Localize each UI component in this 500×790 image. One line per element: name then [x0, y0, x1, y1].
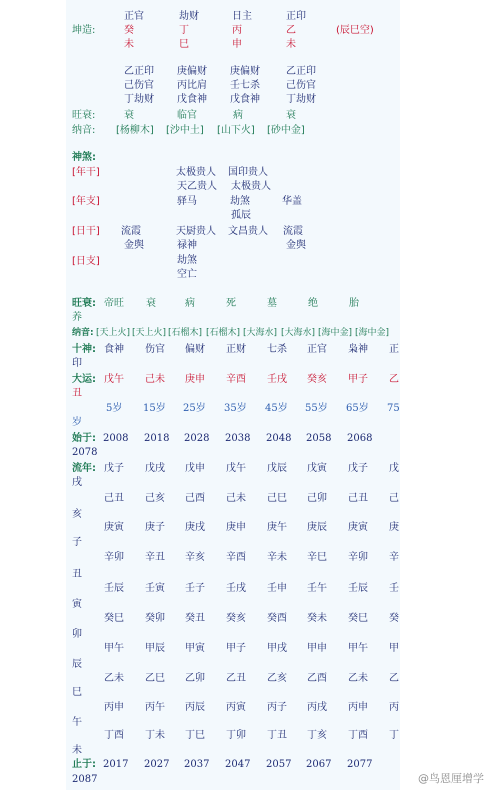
god-hour: 正印	[286, 11, 306, 22]
liunian-cell: 丁酉	[104, 730, 124, 741]
dayun-value: 庚申	[185, 374, 205, 385]
end-year: 2077	[347, 759, 373, 770]
liunian-cell: 戊子	[348, 463, 368, 474]
dayun-nayin-value: [天上火]	[96, 328, 131, 338]
dayun-value: 乙	[389, 374, 399, 385]
liunian-cell: 乙丑	[226, 673, 246, 684]
liunian-cell: 戊子	[104, 463, 124, 474]
liunian-cell: 己丑	[348, 493, 368, 504]
dayun-shishen-value: 偏财	[185, 344, 205, 355]
stem-day: 丙	[232, 25, 242, 36]
end-year: 2037	[184, 759, 210, 770]
liunian-cell: 壬申	[267, 583, 287, 594]
dayun-wangshuai-label: 旺衰:	[72, 298, 96, 309]
liunian-cell: 乙未	[104, 673, 124, 684]
liunian-cell: 戊寅	[307, 463, 327, 474]
liunian-cell: 丁卯	[226, 730, 246, 741]
end-year: 2047	[225, 759, 251, 770]
liunian-side: 子	[72, 537, 82, 548]
liunian-cell: 己亥	[145, 493, 165, 504]
shensha-item: 文昌贵人	[228, 226, 268, 237]
liunian-cell: 辛酉	[226, 552, 246, 563]
end-year: 2067	[306, 759, 332, 770]
dayun-age: 5岁	[106, 403, 123, 414]
dayun-wangshuai-value: 衰	[146, 298, 156, 309]
liunian-cell: 戊申	[185, 463, 205, 474]
start-year-tail: 2078	[72, 447, 98, 458]
dayun-value: 甲子	[348, 374, 368, 385]
liunian-side: 亥	[72, 509, 82, 520]
start-year: 2058	[306, 433, 332, 444]
watermark: @鸟恩厘增学	[418, 772, 484, 785]
liunian-cell: 丁巳	[185, 730, 205, 741]
hidden-stem: 乙正印	[124, 66, 154, 77]
god-year: 正官	[124, 11, 144, 22]
liunian-cell: 壬戌	[226, 583, 246, 594]
dayun-value: 癸亥	[307, 374, 327, 385]
dayun-shishen-tail: 印	[72, 358, 82, 369]
liunian-cell: 庚午	[267, 522, 287, 533]
dayun-nayin-value: [大海水]	[243, 328, 278, 338]
start-year: 2068	[347, 433, 373, 444]
shensha-label-day-stem: [日干]	[72, 226, 100, 237]
liunian-cell: 庚戌	[185, 522, 205, 533]
liunian-cell: 乙亥	[267, 673, 287, 684]
liunian-cell: 戊戌	[145, 463, 165, 474]
empty-branches-note: (辰巳空)	[336, 25, 374, 36]
liunian-cell: 丙寅	[226, 702, 246, 713]
liunian-cell: 庚寅	[104, 522, 124, 533]
liunian-cell: 癸	[389, 613, 399, 624]
shensha-item: 天乙贵人	[177, 181, 217, 192]
shensha-item: 劫煞	[230, 196, 250, 207]
liunian-cell: 壬午	[307, 583, 327, 594]
liunian-cell: 丁	[389, 730, 399, 741]
liunian-cell: 辛亥	[185, 552, 205, 563]
liunian-cell: 丙午	[145, 702, 165, 713]
start-year: 2028	[184, 433, 210, 444]
dayun-wangshuai-value: 胎	[349, 298, 359, 309]
shensha-item: 驿马	[177, 196, 197, 207]
dayun-age: 55岁	[305, 403, 328, 414]
hidden-stem: 庚偏财	[230, 66, 260, 77]
dayun-nayin-value: [石榴木]	[168, 328, 203, 338]
liunian-cell: 丁丑	[267, 730, 287, 741]
end-year: 2057	[266, 759, 292, 770]
dayun-age: 65岁	[346, 403, 369, 414]
liunian-cell: 辛丑	[145, 552, 165, 563]
liunian-cell: 辛巳	[307, 552, 327, 563]
dayun-value: 己未	[145, 374, 165, 385]
nayin-value: [沙中土]	[166, 125, 204, 136]
liunian-cell: 壬辰	[104, 583, 124, 594]
liunian-cell: 己巳	[267, 493, 287, 504]
dayun-age: 35岁	[224, 403, 247, 414]
liunian-cell: 丁未	[145, 730, 165, 741]
liunian-cell: 丙戌	[307, 702, 327, 713]
liunian-cell: 癸酉	[267, 613, 287, 624]
shensha-item: 流霞	[121, 226, 141, 237]
liunian-cell: 甲	[389, 643, 399, 654]
liunian-cell: 庚申	[226, 522, 246, 533]
end-year-label: 止于:	[72, 759, 96, 770]
nayin-value: [山下火]	[217, 125, 255, 136]
dayun-tail: 丑	[72, 388, 82, 399]
shensha-title: 神煞:	[72, 152, 96, 163]
wangshuai-value: 衰	[286, 110, 296, 121]
liunian-cell: 壬辰	[348, 583, 368, 594]
liunian-cell: 戊辰	[267, 463, 287, 474]
shensha-item: 孤辰	[231, 210, 251, 221]
dayun-age: 45岁	[265, 403, 288, 414]
start-year: 2018	[144, 433, 170, 444]
dayun-wangshuai-value: 墓	[267, 298, 277, 309]
dayun-value: 戊午	[104, 374, 124, 385]
qianzao-label: 坤造:	[72, 25, 96, 36]
liunian-side: 卯	[72, 629, 82, 640]
dayun-shishen-value: 正	[389, 344, 399, 355]
nayin-value: [杨柳木]	[116, 125, 154, 136]
liunian-cell: 乙未	[348, 673, 368, 684]
dayun-wangshuai-tail: 养	[72, 312, 82, 323]
branch-day: 申	[232, 39, 242, 50]
liunian-cell: 辛卯	[104, 552, 124, 563]
liunian-side: 戌	[72, 477, 82, 488]
shensha-item: 太极贵人	[231, 181, 271, 192]
liunian-cell: 丁酉	[348, 730, 368, 741]
god-day: 日主	[232, 11, 252, 22]
start-year-label: 始于:	[72, 433, 96, 444]
start-year: 2038	[225, 433, 251, 444]
liunian-side: 午	[72, 717, 82, 728]
hidden-stem: 丁劫财	[124, 94, 154, 105]
liunian-cell: 己丑	[104, 493, 124, 504]
dayun-value: 壬戌	[267, 374, 287, 385]
dayun-age: 75	[387, 403, 400, 414]
liunian-cell: 癸卯	[145, 613, 165, 624]
stem-hour: 乙	[286, 25, 296, 36]
dayun-shishen-value: 食神	[104, 344, 124, 355]
shensha-item: 劫煞	[177, 255, 197, 266]
end-year: 2017	[103, 759, 129, 770]
liunian-cell: 己卯	[307, 493, 327, 504]
liunian-cell: 丙申	[104, 702, 124, 713]
dayun-nayin-label: 纳音:	[72, 328, 94, 338]
liunian-cell: 癸巳	[104, 613, 124, 624]
liunian-side: 寅	[72, 599, 82, 610]
dayun-nayin-value: [大海水]	[281, 328, 316, 338]
stem-month: 丁	[179, 25, 189, 36]
liunian-cell: 庚子	[145, 522, 165, 533]
start-year: 2048	[266, 433, 292, 444]
nayin-label: 纳音:	[72, 125, 96, 136]
shensha-label-year-branch: [年支]	[72, 196, 100, 207]
dayun-shishen-value: 七杀	[267, 344, 287, 355]
hidden-stem: 丁劫财	[286, 94, 316, 105]
dayun-wangshuai-value: 死	[226, 298, 236, 309]
branch-year: 未	[124, 39, 134, 50]
wangshuai-label: 旺衰:	[72, 110, 96, 121]
liunian-cell: 庚寅	[348, 522, 368, 533]
liunian-cell: 癸亥	[226, 613, 246, 624]
dayun-nayin-value: [海中金]	[355, 328, 390, 338]
liunian-cell: 乙酉	[307, 673, 327, 684]
hidden-stem: 乙正印	[286, 66, 316, 77]
liunian-cell: 癸丑	[185, 613, 205, 624]
wangshuai-value: 临官	[177, 110, 197, 121]
stem-year: 癸	[124, 25, 134, 36]
liunian-cell: 甲辰	[145, 643, 165, 654]
shensha-item: 国印贵人	[228, 167, 268, 178]
liunian-cell: 甲寅	[185, 643, 205, 654]
liunian-cell: 丙申	[348, 702, 368, 713]
end-year: 2027	[144, 759, 170, 770]
dayun-value: 辛酉	[226, 374, 246, 385]
liunian-cell: 癸巳	[348, 613, 368, 624]
liunian-cell: 戊	[389, 463, 399, 474]
liunian-cell: 丙子	[267, 702, 287, 713]
dayun-shishen-value: 正财	[226, 344, 246, 355]
liunian-cell: 辛未	[267, 552, 287, 563]
dayun-age: 15岁	[143, 403, 166, 414]
shensha-item: 金舆	[286, 240, 306, 251]
dayun-wangshuai-value: 病	[185, 298, 195, 309]
dayun-nayin-value: [石榴木]	[206, 328, 241, 338]
liunian-cell: 甲申	[307, 643, 327, 654]
shensha-label-year-stem: [年干]	[72, 167, 100, 178]
liunian-side: 丑	[72, 569, 82, 580]
liunian-cell: 癸未	[307, 613, 327, 624]
shensha-item: 禄神	[177, 240, 197, 251]
god-month: 劫财	[179, 11, 199, 22]
end-year-tail: 2087	[72, 774, 98, 785]
liunian-cell: 己	[389, 493, 399, 504]
wangshuai-value: 病	[233, 110, 243, 121]
liunian-cell: 甲戌	[267, 643, 287, 654]
hidden-stem: 己伤官	[124, 80, 154, 91]
shensha-item: 华盖	[282, 196, 302, 207]
liunian-cell: 庚辰	[307, 522, 327, 533]
shensha-item: 金舆	[124, 240, 144, 251]
liunian-cell: 丙	[389, 702, 399, 713]
hidden-stem: 庚偏财	[177, 66, 207, 77]
dayun-nayin-value: [天上火]	[132, 328, 167, 338]
dayun-shishen-value: 正官	[307, 344, 327, 355]
liunian-cell: 乙卯	[185, 673, 205, 684]
liunian-cell: 辛	[389, 552, 399, 563]
liunian-cell: 甲子	[226, 643, 246, 654]
dayun-wangshuai-value: 帝旺	[104, 298, 124, 309]
dayun-shishen-label: 十神:	[72, 344, 96, 355]
liunian-cell: 丙辰	[185, 702, 205, 713]
hidden-stem: 己伤官	[286, 80, 316, 91]
liunian-cell: 甲午	[104, 643, 124, 654]
liunian-cell: 乙	[389, 673, 399, 684]
dayun-nayin-value: [海中金]	[318, 328, 353, 338]
dayun-shishen-value: 伤官	[145, 344, 165, 355]
hidden-stem: 丙比肩	[177, 80, 207, 91]
liunian-cell: 己未	[226, 493, 246, 504]
liunian-side: 辰	[72, 659, 82, 670]
liunian-cell: 丁亥	[307, 730, 327, 741]
liunian-cell: 庚	[389, 522, 399, 533]
branch-month: 巳	[179, 39, 189, 50]
liunian-cell: 壬子	[185, 583, 205, 594]
nayin-value: [砂中金]	[267, 125, 305, 136]
wangshuai-value: 衰	[124, 110, 134, 121]
shensha-item: 流霞	[283, 226, 303, 237]
shensha-item: 太极贵人	[176, 167, 216, 178]
liunian-cell: 壬	[389, 583, 399, 594]
hidden-stem: 壬七杀	[230, 80, 260, 91]
liunian-cell: 戊午	[226, 463, 246, 474]
dayun-wangshuai-value: 绝	[308, 298, 318, 309]
hidden-stem: 戊食神	[230, 94, 260, 105]
hidden-stem: 戊食神	[177, 94, 207, 105]
dayun-label: 大运:	[72, 374, 96, 385]
liunian-side: 未	[72, 745, 82, 756]
branch-hour: 未	[286, 39, 296, 50]
liunian-cell: 辛卯	[348, 552, 368, 563]
shensha-label-day-branch: [日支]	[72, 256, 100, 267]
dayun-age-tail: 岁	[72, 417, 82, 428]
dayun-age: 25岁	[183, 403, 206, 414]
liunian-cell: 己酉	[185, 493, 205, 504]
liunian-cell: 甲午	[348, 643, 368, 654]
dayun-shishen-value: 枭神	[348, 344, 368, 355]
liunian-label: 流年:	[72, 463, 96, 474]
start-year: 2008	[103, 433, 129, 444]
liunian-side: 巳	[72, 687, 82, 698]
shensha-item: 空亡	[177, 269, 197, 280]
shensha-item: 天厨贵人	[176, 226, 216, 237]
liunian-cell: 乙巳	[145, 673, 165, 684]
liunian-cell: 壬寅	[145, 583, 165, 594]
